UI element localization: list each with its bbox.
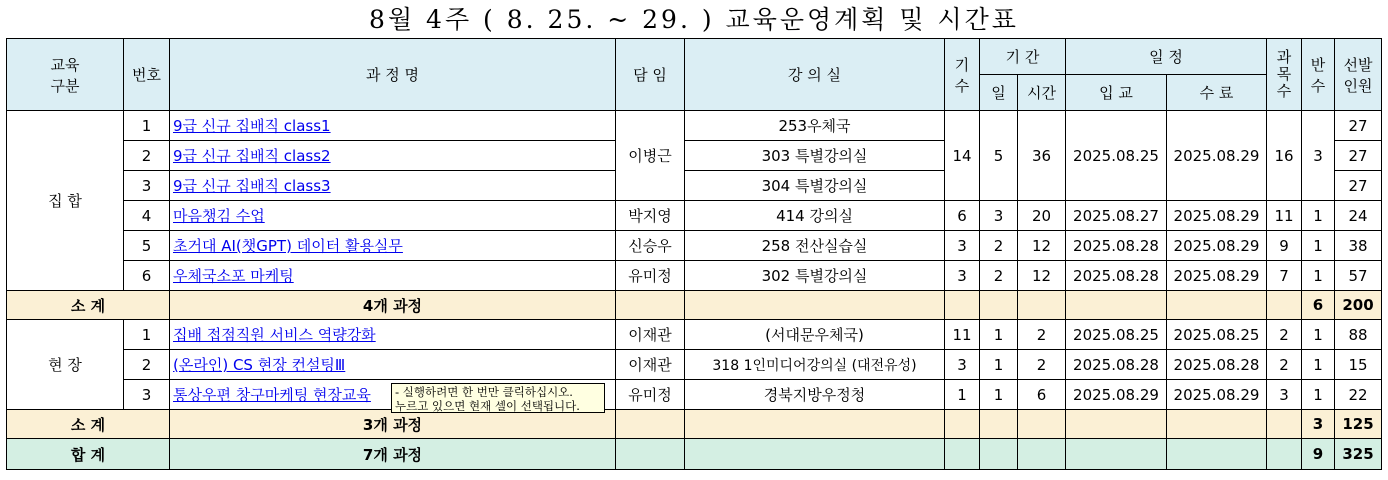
room-cell[interactable]: 경북지방우정청	[685, 380, 945, 410]
end-date-cell[interactable]: 2025.08.29	[1167, 380, 1267, 410]
course-link[interactable]: 9급 신규 집배직 class3	[173, 177, 331, 195]
total-row	[7, 439, 1382, 470]
category-cell[interactable]: 현 장	[7, 320, 124, 410]
classes-cell[interactable]: 1	[1302, 201, 1335, 231]
table-row	[7, 380, 1382, 410]
course-link[interactable]: 마음챙김 수업	[173, 207, 265, 225]
cohort-cell[interactable]: 14	[945, 111, 980, 201]
subtotal-courses[interactable]: 3개 과정	[170, 410, 616, 439]
selected-cell[interactable]: 88	[1335, 320, 1382, 350]
selected-cell[interactable]: 27	[1335, 141, 1382, 171]
cohort-cell[interactable]: 6	[945, 201, 980, 231]
subjects-cell[interactable]: 2	[1267, 350, 1302, 380]
end-date-cell[interactable]: 2025.08.28	[1167, 350, 1267, 380]
days-cell[interactable]: 2	[980, 261, 1018, 291]
hyperlink-tooltip	[391, 383, 605, 413]
selected-cell[interactable]: 24	[1335, 201, 1382, 231]
subtotal-row	[7, 410, 1382, 439]
table-row	[7, 350, 1382, 380]
header-hours[interactable]: 시간	[1018, 75, 1066, 111]
selected-cell[interactable]: 27	[1335, 111, 1382, 141]
tooltip-line-2: 누르고 있으면 현재 셀이 선택됩니다.	[395, 399, 580, 413]
hours-cell[interactable]: 2	[1018, 350, 1066, 380]
row-number[interactable]: 6	[124, 261, 170, 291]
course-link[interactable]: 우체국소포 마케팅	[173, 267, 294, 285]
end-date-cell[interactable]: 2025.08.29	[1167, 231, 1267, 261]
subtotal-selected[interactable]: 125	[1335, 410, 1382, 439]
instructor-cell[interactable]: 유미정	[616, 380, 685, 410]
selected-cell[interactable]: 15	[1335, 350, 1382, 380]
subtotal-label[interactable]: 소 계	[7, 410, 170, 439]
header-start[interactable]: 입 교	[1066, 75, 1167, 111]
end-date-cell[interactable]: 2025.08.29	[1167, 111, 1267, 201]
table-row	[7, 111, 1382, 141]
start-date-cell[interactable]: 2025.08.28	[1066, 231, 1167, 261]
subjects-cell[interactable]: 7	[1267, 261, 1302, 291]
hours-cell[interactable]: 2	[1018, 320, 1066, 350]
total-courses[interactable]: 7개 과정	[170, 439, 616, 470]
row-number[interactable]: 2	[124, 141, 170, 171]
row-number[interactable]: 3	[124, 171, 170, 201]
course-link[interactable]: 9급 신규 집배직 class2	[173, 147, 331, 165]
cohort-cell[interactable]: 3	[945, 350, 980, 380]
instructor-cell[interactable]: 이병근	[616, 111, 685, 201]
hours-cell[interactable]: 20	[1018, 201, 1066, 231]
end-date-cell[interactable]: 2025.08.29	[1167, 201, 1267, 231]
selected-cell[interactable]: 38	[1335, 231, 1382, 261]
course-link[interactable]: 집배 접점직원 서비스 역량강화	[173, 326, 376, 344]
subjects-cell[interactable]: 9	[1267, 231, 1302, 261]
cohort-cell[interactable]: 11	[945, 320, 980, 350]
header-end[interactable]: 수 료	[1167, 75, 1267, 111]
days-cell[interactable]: 3	[980, 201, 1018, 231]
subjects-cell[interactable]: 11	[1267, 201, 1302, 231]
classes-cell[interactable]: 1	[1302, 261, 1335, 291]
cohort-cell[interactable]: 1	[945, 380, 980, 410]
header-subjects[interactable]: 과 목 수	[1267, 39, 1302, 111]
start-date-cell[interactable]: 2025.08.25	[1066, 111, 1167, 201]
table-row	[7, 261, 1382, 291]
room-cell[interactable]: 414 강의실	[685, 201, 945, 231]
days-cell[interactable]: 5	[980, 111, 1018, 201]
subtotal-classes[interactable]: 3	[1302, 410, 1335, 439]
header-number[interactable]: 번호	[124, 39, 170, 111]
row-number[interactable]: 4	[124, 201, 170, 231]
course-link[interactable]: 9급 신규 집배직 class1	[173, 117, 331, 135]
total-selected[interactable]: 325	[1335, 439, 1382, 470]
page-title: 8월 4주 ( 8. 25. ~ 29. ) 교육운영계획 및 시간표	[369, 5, 1019, 34]
instructor-cell[interactable]: 박지영	[616, 201, 685, 231]
start-date-cell[interactable]: 2025.08.29	[1066, 380, 1167, 410]
subjects-cell[interactable]: 2	[1267, 320, 1302, 350]
course-link[interactable]: (온라인) CS 현장 컨설팅Ⅲ	[173, 356, 346, 374]
subtotal-selected[interactable]: 200	[1335, 291, 1382, 320]
header-classes[interactable]: 반 수	[1302, 39, 1335, 111]
row-number[interactable]: 2	[124, 350, 170, 380]
classes-cell[interactable]: 1	[1302, 350, 1335, 380]
row-number[interactable]: 1	[124, 320, 170, 350]
classes-cell[interactable]: 1	[1302, 380, 1335, 410]
classes-cell[interactable]: 3	[1302, 111, 1335, 201]
end-date-cell[interactable]: 2025.08.29	[1167, 261, 1267, 291]
start-date-cell[interactable]: 2025.08.28	[1066, 261, 1167, 291]
subtotal-courses[interactable]: 4개 과정	[170, 291, 616, 320]
subtotal-classes[interactable]: 6	[1302, 291, 1335, 320]
instructor-cell[interactable]: 신승우	[616, 231, 685, 261]
days-cell[interactable]: 1	[980, 320, 1018, 350]
subjects-cell[interactable]: 3	[1267, 380, 1302, 410]
room-cell[interactable]: (서대문우체국)	[685, 320, 945, 350]
hours-cell[interactable]: 36	[1018, 111, 1066, 201]
tooltip-line-1: - 실행하려면 한 번만 클릭하십시오.	[395, 385, 573, 399]
header-category[interactable]: 교육 구분	[7, 39, 124, 111]
start-date-cell[interactable]: 2025.08.28	[1066, 350, 1167, 380]
header-cohort[interactable]: 기 수	[945, 39, 980, 111]
table-row	[7, 320, 1382, 350]
classes-cell[interactable]: 1	[1302, 231, 1335, 261]
hours-cell[interactable]: 6	[1018, 380, 1066, 410]
subtotal-row	[7, 291, 1382, 320]
room-cell[interactable]: 253우체국	[685, 111, 945, 141]
hours-cell[interactable]: 12	[1018, 231, 1066, 261]
instructor-cell[interactable]: 이재관	[616, 320, 685, 350]
category-cell[interactable]: 집 합	[7, 111, 124, 291]
selected-cell[interactable]: 57	[1335, 261, 1382, 291]
header-instructor[interactable]: 담 임	[616, 39, 685, 111]
course-link[interactable]: 통상우편 창구마케팅 현장교육	[173, 386, 371, 404]
header-days[interactable]: 일	[980, 75, 1018, 111]
cohort-cell[interactable]: 3	[945, 231, 980, 261]
end-date-cell[interactable]: 2025.08.25	[1167, 320, 1267, 350]
subtotal-label[interactable]: 소 계	[7, 291, 170, 320]
header-selected[interactable]: 선발 인원	[1335, 39, 1382, 111]
header-schedule[interactable]: 일 정	[1066, 39, 1267, 75]
row-number[interactable]: 1	[124, 111, 170, 141]
selected-cell[interactable]: 22	[1335, 380, 1382, 410]
cohort-cell[interactable]: 3	[945, 261, 980, 291]
table-row	[7, 201, 1382, 231]
start-date-cell[interactable]: 2025.08.25	[1066, 320, 1167, 350]
row-number[interactable]: 5	[124, 231, 170, 261]
instructor-cell[interactable]: 유미정	[616, 261, 685, 291]
subjects-cell[interactable]: 16	[1267, 111, 1302, 201]
room-cell[interactable]: 303 특별강의실	[685, 141, 945, 171]
days-cell[interactable]: 2	[980, 231, 1018, 261]
room-cell[interactable]: 302 특별강의실	[685, 261, 945, 291]
course-link[interactable]: 초거대 AI(챗GPT) 데이터 활용실무	[173, 237, 403, 255]
total-classes[interactable]: 9	[1302, 439, 1335, 470]
days-cell[interactable]: 1	[980, 380, 1018, 410]
schedule-table	[6, 38, 1382, 470]
header-room[interactable]: 강 의 실	[685, 39, 945, 111]
table-row	[7, 231, 1382, 261]
room-cell[interactable]: 258 전산실습실	[685, 231, 945, 261]
selected-cell[interactable]: 27	[1335, 171, 1382, 201]
row-number[interactable]: 3	[124, 380, 170, 410]
header-period[interactable]: 기 간	[980, 39, 1066, 75]
room-cell[interactable]: 318 1인미디어강의실 (대전유성)	[685, 350, 945, 380]
header-course[interactable]: 과 정 명	[170, 39, 616, 111]
days-cell[interactable]: 1	[980, 350, 1018, 380]
hours-cell[interactable]: 12	[1018, 261, 1066, 291]
start-date-cell[interactable]: 2025.08.27	[1066, 201, 1167, 231]
total-label[interactable]: 합 계	[7, 439, 170, 470]
room-cell[interactable]: 304 특별강의실	[685, 171, 945, 201]
instructor-cell[interactable]: 이재관	[616, 350, 685, 380]
classes-cell[interactable]: 1	[1302, 320, 1335, 350]
